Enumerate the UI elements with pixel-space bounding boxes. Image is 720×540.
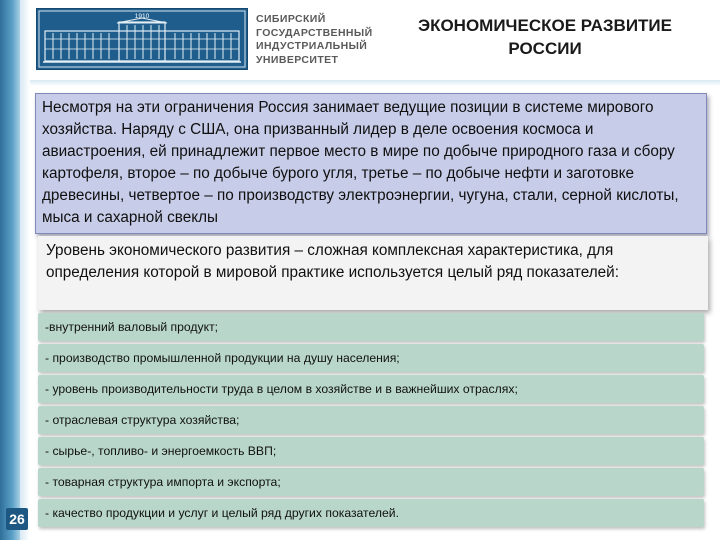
left-decorative-band — [0, 0, 20, 540]
list-item: - производство промышленной продукции на душу населения; — [38, 344, 704, 372]
list-item: - качество продукции и услуг и целый ряд других показателей. — [38, 499, 704, 527]
header-divider — [30, 80, 720, 86]
university-name-line: ГОСУДАРСТВЕННЫЙ — [256, 26, 373, 39]
slide-title-line: ЭКОНОМИЧЕСКОЕ РАЗВИТИЕ — [417, 16, 672, 35]
slide-title-line: РОССИИ — [508, 39, 582, 58]
building-icon — [37, 9, 247, 69]
intro-paragraph: Несмотря на эти ограничения Россия занимает ведущие позиции в системе мирового хозяйства. Наряду с США, она призванный лидер в деле освоения космоса и авиастроения, ей принадлежит первое место в мире по добыче природного газа и сбору картофеля, второе – по добыче бурого угля, третье – по добыче нефти и заготовке древесины, четвертое – по производству электроэнергии, чугуна, стали, серной кислоты, мыса и сахарной свеклы — [42, 99, 679, 226]
definition-text-box — [38, 236, 708, 310]
list-item: - уровень производительности труда в целом в хозяйстве и в важнейших отраслях; — [38, 375, 704, 403]
list-item: -внутренний валовый продукт; — [38, 313, 704, 341]
page-number: 26 — [6, 508, 28, 530]
list-item: - сырье-, топливо- и энергоемкость ВВП; — [38, 437, 704, 465]
logo-year: 1910 — [134, 13, 150, 20]
university-name-line: УНИВЕРСИТЕТ — [256, 53, 339, 66]
university-name — [256, 13, 391, 67]
university-name-line: СИБИРСКИЙ — [256, 13, 326, 25]
intro-text-box — [35, 93, 707, 234]
list-item: - товарная структура импорта и экспорта; — [38, 468, 704, 496]
left-accent-strip — [20, 0, 30, 540]
list-item: - отраслевая структура хозяйства; — [38, 406, 704, 434]
definition-paragraph: Уровень экономического развития – сложная комплексная характеристика, для определения которой в мировой практике используется целый ряд показателей: — [46, 242, 619, 281]
university-name-line: ИНДУСТРИАЛЬНЫЙ — [256, 40, 368, 52]
slide-title — [378, 14, 712, 60]
university-building-logo — [36, 8, 248, 70]
